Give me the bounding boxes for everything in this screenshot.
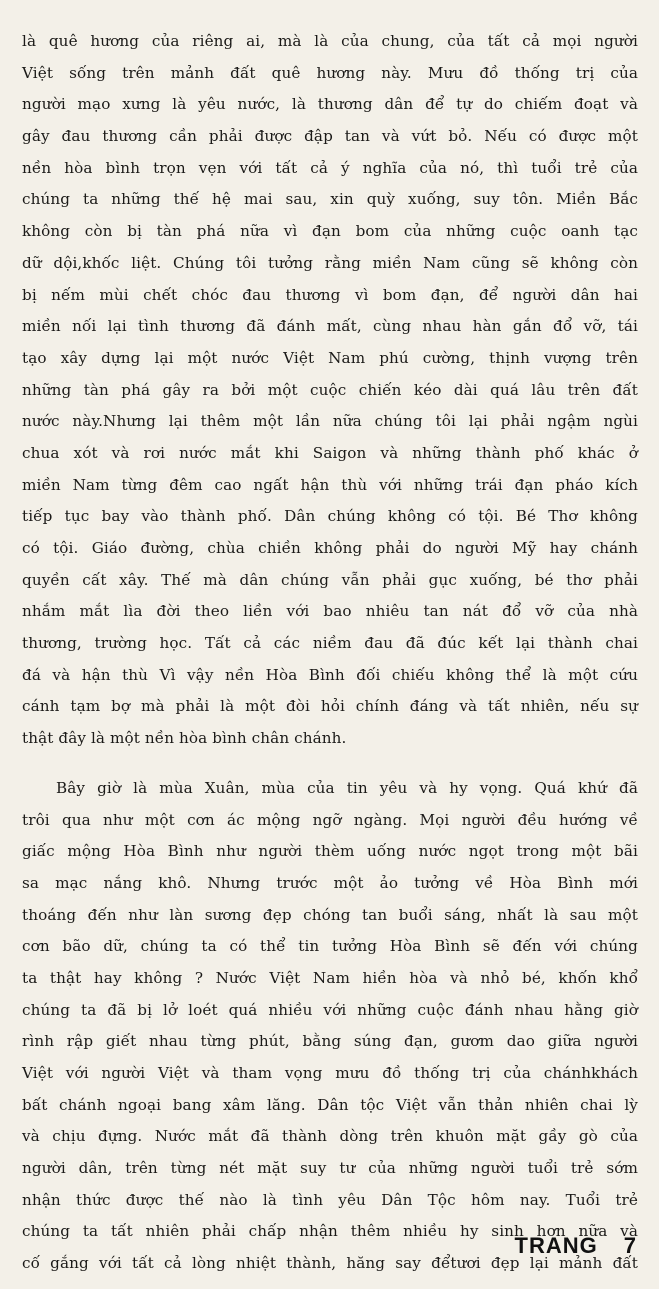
paragraph-1 (22, 26, 638, 755)
text-line: giấc mộng Hòa Bình như người thèm uống nước ngọt trong một bãi (22, 842, 638, 861)
text-line: bị nếm mùi chết chóc đau thương vì bom đạn, để người dân hai (22, 285, 638, 304)
text-line: Việt với người Việt và tham vọng mưu đồ thống trị của chánhkhách (22, 1064, 638, 1082)
text-line: cố gắng với tất cả lòng nhiệt thành, hăng say đểtươi đẹp lại mảnh đất (22, 1254, 638, 1273)
text-line: thương, trường học. Tất cả các niềm đau đã đúc kết lại thành chai (22, 634, 638, 653)
text-line: chúng ta tất nhiên phải chấp nhận thêm nhiều hy sinh hơn nữa và (22, 1222, 638, 1241)
text-line: quyền cất xây. Thế mà dân chúng vẫn phải gục xuống, bé thơ phải (22, 570, 638, 589)
text-line: Bây giờ là mùa Xuân, mùa của tin yêu và hy vọng. Quá khứ đã (56, 778, 638, 797)
text-line: nhắm mắt lìa đời theo liền với bao nhiêu tan nát đổ vỡ của nhà (22, 602, 638, 621)
text-line: nước này.Nhưng lại thêm một lần nữa chúng tôi lại phải ngậm ngùi (22, 412, 638, 431)
page-footer (515, 1233, 637, 1259)
text-line: sa mạc nắng khô. Nhưng trước một ảo tưởng về Hòa Bình mới (22, 873, 638, 892)
text-line: tạo xây dựng lại một nước Việt Nam phú cường, thịnh vượng trên (22, 348, 638, 367)
text-line: tiếp tục bay vào thành phố. Dân chúng không có tội. Bé Thơ không (22, 507, 638, 526)
text-line: là quê hương của riêng ai, mà là của chung, của tất cả mọi người (22, 32, 638, 50)
text-line: người dân, trên từng nét mặt suy tư của những người tuổi trẻ sớm (22, 1159, 638, 1178)
text-line: và chịu đựng. Nước mắt đã thành dòng trên khuôn mặt gầy gò của (22, 1127, 638, 1146)
text-line: rình rập giết nhau từng phút, bằng súng đạn, gươm dao giữa người (22, 1032, 638, 1051)
text-line: người mạo xưng là yêu nước, là thương dân để tự do chiếm đoạt và (22, 95, 638, 114)
text-line: những tàn phá gây ra bởi một cuộc chiến kéo dài quá lâu trên đất (22, 380, 638, 399)
text-line: thật đây là một nền hòa bình chân chánh. (22, 729, 347, 748)
page-number: 7 (623, 1233, 637, 1258)
text-line: không còn bị tàn phá nữa vì đạn bom của những cuộc oanh tạc (22, 222, 638, 241)
text-line: đá và hận thù Vì vậy nền Hòa Bình đối chiếu không thể là một cứu (22, 665, 638, 684)
text-line: chúng ta những thế hệ mai sau, xin quỳ xuống, suy tôn. Miền Bắc (22, 190, 638, 209)
paragraph-2 (22, 773, 638, 1280)
text-line: miền nối lại tình thương đã đánh mất, cùng nhau hàn gắn đổ vỡ, tái (22, 317, 638, 336)
article-body (22, 26, 638, 1280)
text-line: nhận thức được thế nào là tình yêu Dân Tộc hôm nay. Tuổi trẻ (22, 1190, 638, 1209)
text-line: có tội. Giáo đường, chùa chiền không phải do người Mỹ hay chánh (22, 539, 638, 557)
text-line: dữ dội,khốc liệt. Chúng tôi tưởng rằng miền Nam cũng sẽ không còn (22, 253, 638, 272)
page-label: TRANG (514, 1233, 598, 1258)
text-line: nền hòa bình trọn vẹn với tất cả ý nghĩa của nó, thì tuổi trẻ của (22, 158, 638, 177)
text-line: gây đau thương cần phải được đập tan và vứt bỏ. Nếu có được một (22, 127, 638, 146)
text-line: ta thật hay không ? Nước Việt Nam hiền hòa và nhỏ bé, khốn khổ (22, 968, 638, 987)
text-line: cơn bão dữ, chúng ta có thể tin tưởng Hòa Bình sẽ đến với chúng (22, 937, 638, 956)
text-line: trôi qua như một cơn ác mộng ngỡ ngàng. Mọi người đều hướng về (22, 810, 638, 829)
text-line: chúng ta đã bị lở loét quá nhiều với những cuộc đánh nhau hằng giờ (22, 1000, 638, 1019)
text-line: cánh tạm bợ mà phải là một đòi hỏi chính đáng và tất nhiên, nếu sự (22, 697, 638, 716)
text-line: Việt sống trên mảnh đất quê hương này. Mưu đồ thống trị của (22, 63, 638, 82)
text-line: chua xót và rơi nước mắt khi Saigon và những thành phố khác ở (22, 443, 638, 462)
text-line: thoáng đến như làn sương đẹp chóng tan buổi sáng, nhất là sau một (22, 905, 638, 924)
text-line: bất chánh ngoại bang xâm lăng. Dân tộc Việt vẫn thản nhiên chai lỳ (22, 1095, 638, 1114)
text-line: miền Nam từng đêm cao ngất hận thù với những trái đạn pháo kích (22, 475, 638, 494)
